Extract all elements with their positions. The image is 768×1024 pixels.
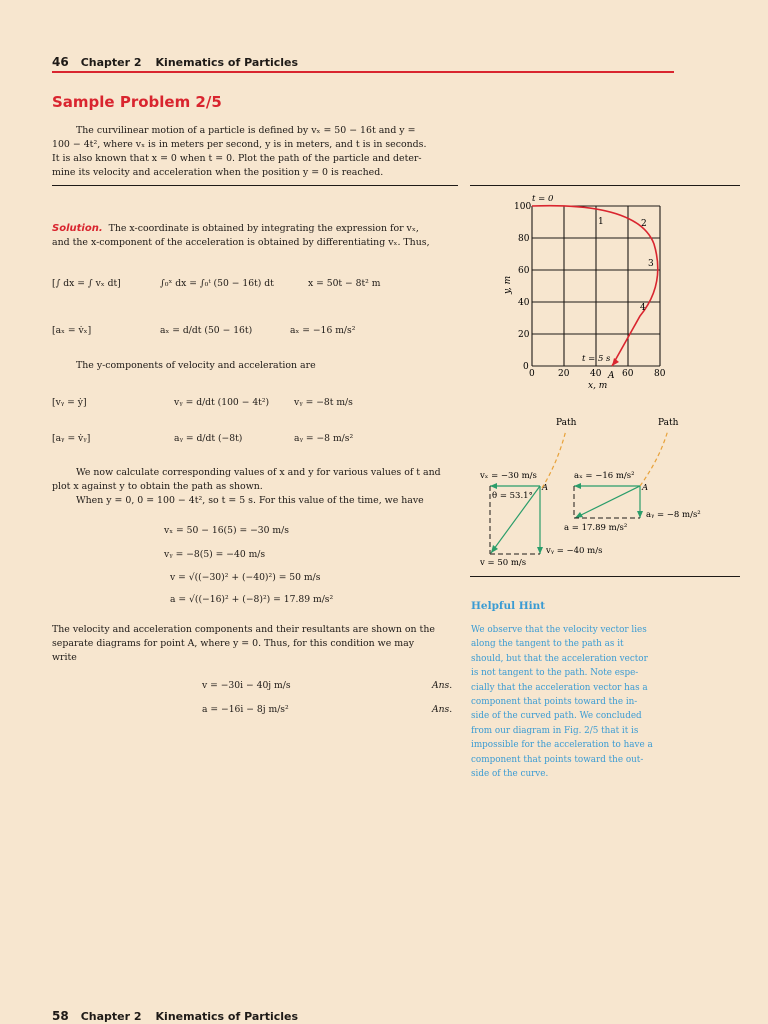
para3-line: The velocity and acceleration components and their resultants are shown on the xyxy=(52,624,435,635)
x-axis-label: x, m xyxy=(588,381,608,391)
eq1-integral: ∫₀ˣ dx = ∫₀ᵗ (50 − 16t) dt xyxy=(160,278,274,289)
statement-line: mine its velocity and acceleration when the position y = 0 is reached. xyxy=(52,167,384,178)
eq3-result: vᵧ = −8t m/s xyxy=(294,397,353,408)
solution-intro-line1: The x-coordinate is obtained by integrating the expression for vₓ, xyxy=(108,223,419,234)
page-number: 46 xyxy=(52,55,69,69)
a-label: a = 17.89 m/s² xyxy=(564,523,628,533)
para3-line: write xyxy=(52,652,77,663)
point-label: 3 xyxy=(648,259,654,269)
eq4-bracket: [aᵧ = v̇ᵧ] xyxy=(52,433,91,444)
sample-problem-title: Sample Problem 2/5 xyxy=(52,93,222,111)
footer-chapter-title: Kinematics of Particles xyxy=(155,1010,299,1023)
path-arrow xyxy=(612,358,619,366)
vector-diagrams xyxy=(470,412,740,574)
xtick: 80 xyxy=(654,369,666,379)
xtick: 60 xyxy=(622,369,634,379)
vel-path-label: Path xyxy=(556,418,577,428)
solution-label: Solution. xyxy=(52,223,103,234)
chapter-title: Kinematics of Particles xyxy=(155,56,299,69)
calc-v: v = √((−30)² + (−40)²) = 50 m/s xyxy=(170,572,321,583)
ycomp-text: The y-components of velocity and acceleration are xyxy=(76,360,316,371)
hint-line: side of the curve. xyxy=(471,769,549,780)
ytick: 80 xyxy=(518,234,530,244)
hint-line: should, but that the acceleration vector xyxy=(471,653,648,664)
eq4-result: aᵧ = −8 m/s² xyxy=(294,433,354,444)
eq2-deriv: aₓ = d/dt (50 − 16t) xyxy=(160,325,253,336)
v-label: v = 50 m/s xyxy=(480,558,527,568)
ytick: 60 xyxy=(518,266,530,276)
problem-statement xyxy=(52,124,458,180)
answer-v-label: Ans. xyxy=(432,680,453,691)
point-label: 4 xyxy=(640,303,646,313)
eq2-bracket: [aₓ = v̇ₓ] xyxy=(52,325,92,336)
xtick: 0 xyxy=(529,369,535,379)
para2-line: We now calculate corresponding values of x and y for various values of t and xyxy=(76,467,441,478)
vx-label: vₓ = −30 m/s xyxy=(480,471,537,481)
ay-label: aᵧ = −8 m/s² xyxy=(646,510,701,520)
page-header xyxy=(52,55,298,69)
vx-arrow xyxy=(490,483,497,489)
answer-a: a = −16i − 8j m/s² xyxy=(202,704,289,715)
hint-line: component that points toward the out- xyxy=(471,754,644,765)
hint-line: side of the curved path. We concluded xyxy=(471,711,642,722)
eq2-result: aₓ = −16 m/s² xyxy=(290,325,356,336)
hint-line: from our diagram in Fig. 2/5 that it is xyxy=(471,725,639,736)
eq1-bracket: [∫ dx = ∫ vₓ dt] xyxy=(52,278,121,289)
v-arrow xyxy=(491,545,498,553)
paragraph-3 xyxy=(52,623,458,665)
ytick: 40 xyxy=(518,298,530,308)
acc-a-label: A xyxy=(642,483,649,493)
ytick: 100 xyxy=(514,202,532,212)
xtick: 20 xyxy=(558,369,570,379)
header-rule xyxy=(52,71,674,73)
statement-line: It is also known that x = 0 when t = 0. Plot the path of the particle and deter- xyxy=(52,153,422,164)
footer-page-number: 58 xyxy=(52,1009,69,1023)
hint-text xyxy=(471,623,675,781)
statement-line: The curvilinear motion of a particle is defined by vₓ = 50 − 16t and y = xyxy=(76,125,416,136)
particle-path xyxy=(532,206,658,366)
statement-line: 100 − 4t², where vₓ is in meters per second, y is in meters, and t is in seconds. xyxy=(52,139,427,150)
a-arrow xyxy=(575,512,583,518)
hint-line: component that points toward the in- xyxy=(471,697,638,708)
figure-rule xyxy=(470,185,740,186)
answer-a-label: Ans. xyxy=(432,704,453,715)
eq3-bracket: [vᵧ = ẏ] xyxy=(52,397,87,408)
vel-path-curve xyxy=(542,430,566,488)
vy-arrow xyxy=(537,547,543,554)
t5-label: t = 5 s xyxy=(582,354,611,364)
path-graph xyxy=(470,188,740,408)
solution-intro-line2: and the x-component of the acceleration is obtained by differentiating vₓ. Thus, xyxy=(52,237,430,248)
acc-path-curve xyxy=(640,430,668,486)
footer-chapter-label: Chapter 2 xyxy=(80,1010,142,1023)
ax-arrow xyxy=(574,483,581,489)
calc-a: a = √((−16)² + (−8)²) = 17.89 m/s² xyxy=(170,594,334,605)
solution-intro xyxy=(52,222,458,250)
eq4-deriv: aᵧ = d/dt (−8t) xyxy=(174,433,243,444)
figure-bottom-rule xyxy=(470,576,740,577)
point-label: 1 xyxy=(598,217,604,227)
calc-vy: vᵧ = −8(5) = −40 m/s xyxy=(164,549,266,560)
hint-line: along the tangent to the path as it xyxy=(471,639,624,650)
answer-v: v = −30i − 40j m/s xyxy=(202,680,291,691)
ytick: 0 xyxy=(523,362,529,372)
theta-label: θ = 53.1° xyxy=(492,491,533,501)
page-footer xyxy=(52,1009,298,1023)
para2-line: plot x against y to obtain the path as shown. xyxy=(52,481,263,492)
ytick: 20 xyxy=(518,330,530,340)
ay-arrow xyxy=(637,511,643,518)
hint-title: Helpful Hint xyxy=(471,600,546,612)
calc-vx: vₓ = 50 − 16(5) = −30 m/s xyxy=(164,525,289,536)
paragraph-2 xyxy=(52,466,458,508)
hint-line: impossible for the acceleration to have a xyxy=(471,740,653,751)
hint-line: We observe that the velocity vector lies xyxy=(471,625,647,635)
chapter-label: Chapter 2 xyxy=(80,56,142,69)
para2-line: When y = 0, 0 = 100 − 4t², so t = 5 s. For this value of the time, we have xyxy=(76,495,424,506)
a-vector xyxy=(575,486,640,518)
point-a-label: A xyxy=(608,371,615,381)
graph-grid xyxy=(532,206,660,366)
vy-label: vᵧ = −40 m/s xyxy=(546,546,603,556)
eq3-deriv: vᵧ = d/dt (100 − 4t²) xyxy=(174,397,270,408)
ax-label: aₓ = −16 m/s² xyxy=(574,471,635,481)
hint-line: is not tangent to the path. Note espe- xyxy=(471,668,639,679)
acc-path-label: Path xyxy=(658,418,679,428)
para3-line: separate diagrams for point A, where y = 0. Thus, for this condition we may xyxy=(52,638,415,649)
y-axis-label: y, m xyxy=(503,275,513,294)
vel-a-label: A xyxy=(542,483,549,493)
xtick: 40 xyxy=(590,369,602,379)
statement-rule xyxy=(52,185,458,186)
eq1-result: x = 50t − 8t² m xyxy=(308,278,381,289)
t0-label: t = 0 xyxy=(532,194,554,204)
hint-line: cially that the acceleration vector has a xyxy=(471,682,648,693)
point-label: 2 xyxy=(641,219,647,229)
